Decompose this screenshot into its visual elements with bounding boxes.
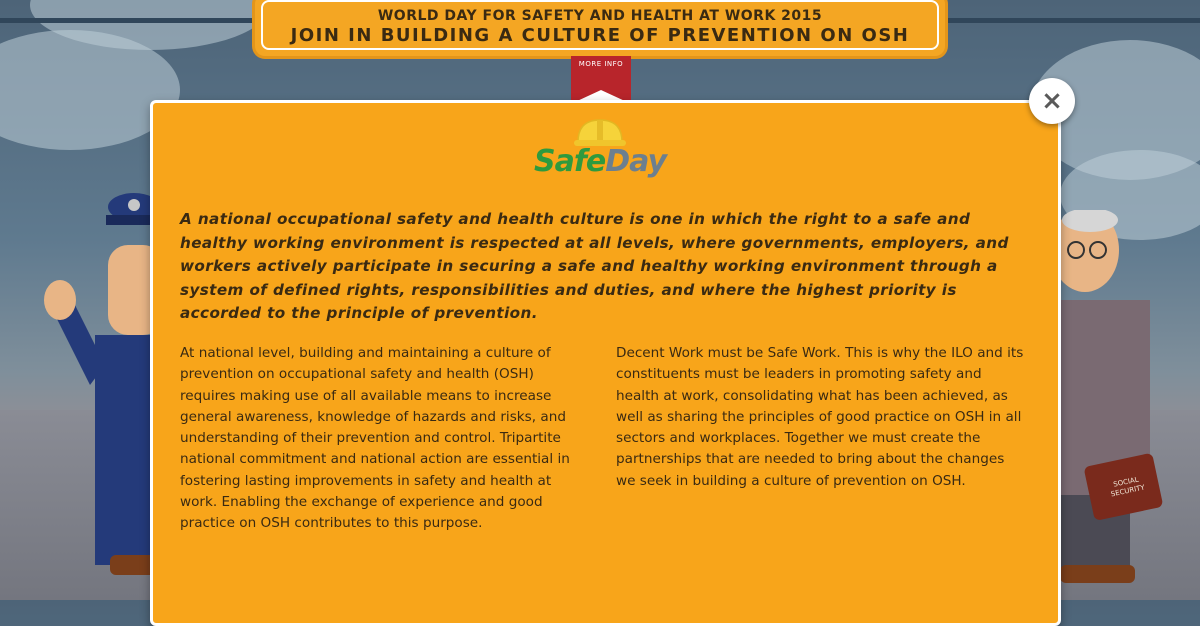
worker-character-right [1040,210,1200,600]
worker-character-left [30,185,160,600]
banner-title-line2: JOIN IN BUILDING A CULTURE OF PREVENTION ON OSH [290,25,910,46]
close-button[interactable] [1029,78,1075,124]
body-paragraph-right: Decent Work must be Safe Work. This is why the ILO and its constituents must be leaders in promoting safety and health at work, consolidating what has been achieved, as well as sharing the principles of good practice on OSH in all sectors and workplaces. Together we must create the partnerships that are needed to bring about the changes we seek in building a culture of prevention on OSH. [616,345,1024,489]
briefcase-label: SOCIAL SECURITY [1110,475,1146,499]
more-info-label: MORE INFO [578,60,624,68]
banner-rail-right [942,18,1200,23]
intro-paragraph: A national occupational safety and health culture is one in which the right to a safe and healthy working environment is respected at all levels, where governments, employers, and workers actively participate in securing a safe and healthy working environment through a system of defined rights, responsibilities and duties, and where the highest priority is accorded to the principle of prevention. [180,210,1009,322]
header-banner [255,0,945,56]
more-info-ribbon[interactable] [571,56,631,94]
logo-wordmark [534,144,666,179]
body-paragraph-left: At national level, building and maintaining a culture of prevention on occupational safety and health (OSH) requires making use of all available means to increase general awareness, knowledge of hazards and risks, and understanding of their prevention and control. Tripartite national commitment and national action are essential in fostering lasting improvements in safety and health at work. Enabling the exchange of experience and good practice on OSH contributes to this purpose. [180,345,570,532]
logo-safe-text: Safe [534,144,606,179]
logo-day-text: Day [605,144,667,179]
banner-title-line1: WORLD DAY FOR SAFETY AND HEALTH AT WORK 2015 [377,8,823,24]
close-icon: × [1041,86,1063,116]
safeday-logo [530,116,670,190]
banner-rail-left [0,18,258,23]
banner-frame [261,0,939,50]
